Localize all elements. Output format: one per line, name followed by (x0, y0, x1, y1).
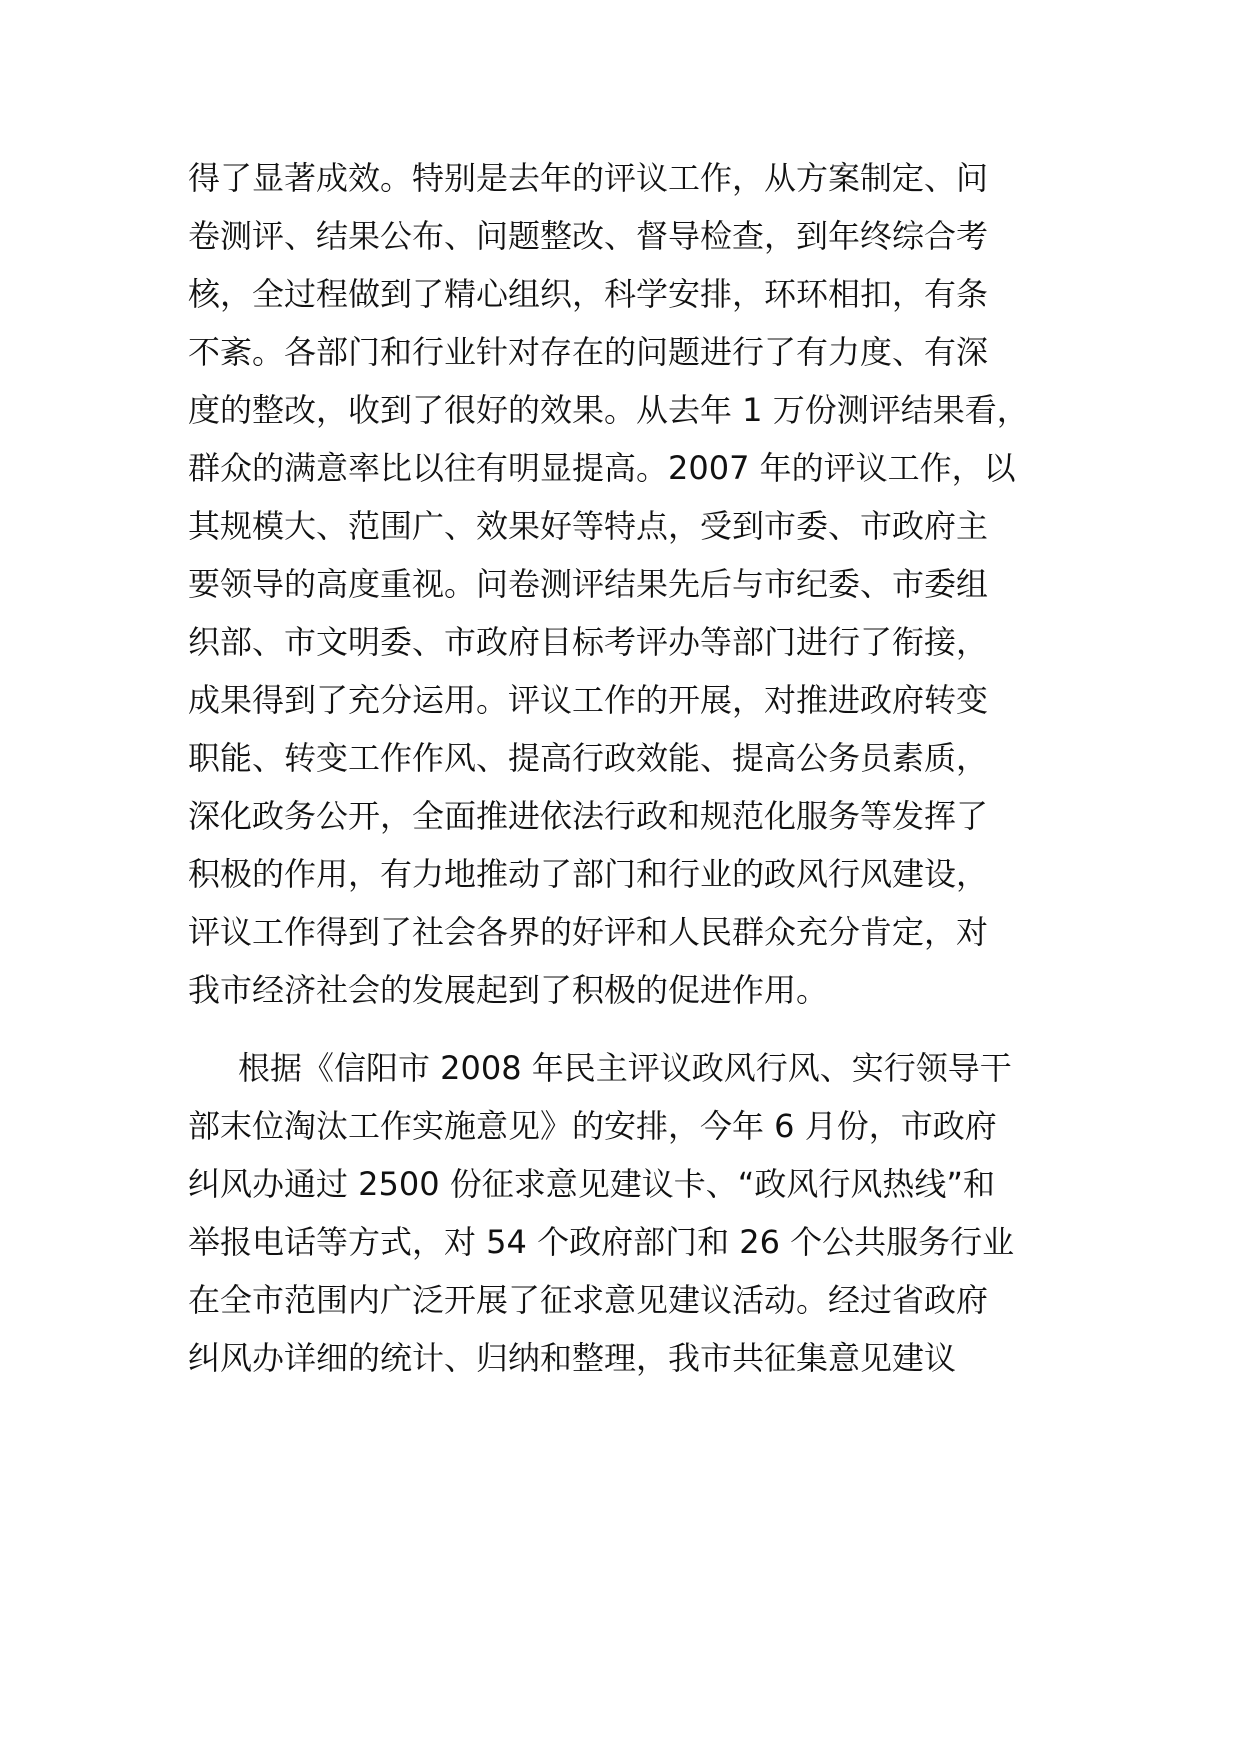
text-line: 评议工作得到了社会各界的好评和人民群众充分肯定，对 (188, 913, 989, 951)
text-line: 根据《信阳市 2008 年民主评议政风行风、实行领导干 (238, 1049, 1012, 1087)
text-line: 得了显著成效。特别是去年的评议工作，从方案制定、问 (188, 159, 989, 197)
text-line: 卷测评、结果公布、问题整改、督导检查，到年终综合考 (188, 217, 989, 255)
text-line: 深化政务公开，全面推进依法行政和规范化服务等发挥了 (188, 797, 989, 835)
text-line: 度的整改，收到了很好的效果。从去年 1 万份测评结果看， (188, 391, 1029, 429)
text-line: 群众的满意率比以往有明显提高。2007 年的评议工作，以 (188, 449, 1016, 487)
text-line: 要领导的高度重视。问卷测评结果先后与市纪委、市委组 (188, 565, 989, 603)
text-line: 核，全过程做到了精心组织，科学安排，环环相扣，有条 (188, 275, 989, 313)
text-line: 部末位淘汰工作实施意见》的安排，今年 6 月份，市政府 (188, 1107, 997, 1145)
text-line: 在全市范围内广泛开展了征求意见建议活动。经过省政府 (188, 1281, 989, 1319)
text-line: 积极的作用，有力地推动了部门和行业的政风行风建设， (188, 855, 989, 893)
text-line: 纠风办详细的统计、归纳和整理，我市共征集意见建议 (188, 1339, 957, 1377)
text-line: 纠风办通过 2500 份征求意见建议卡、“政风行风热线”和 (188, 1165, 995, 1203)
text-line: 不紊。各部门和行业针对存在的问题进行了有力度、有深 (188, 333, 989, 371)
text-line: 其规模大、范围广、效果好等特点，受到市委、市政府主 (188, 507, 989, 545)
text-line: 成果得到了充分运用。评议工作的开展，对推进政府转变 (188, 681, 989, 719)
text-line: 我市经济社会的发展起到了积极的促进作用。 (188, 971, 829, 1009)
text-line: 举报电话等方式，对 54 个政府部门和 26 个公共服务行业 (188, 1223, 1015, 1261)
text-line: 职能、转变工作作风、提高行政效能、提高公务员素质， (188, 739, 989, 777)
text-line: 织部、市文明委、市政府目标考评办等部门进行了衔接， (188, 623, 989, 661)
